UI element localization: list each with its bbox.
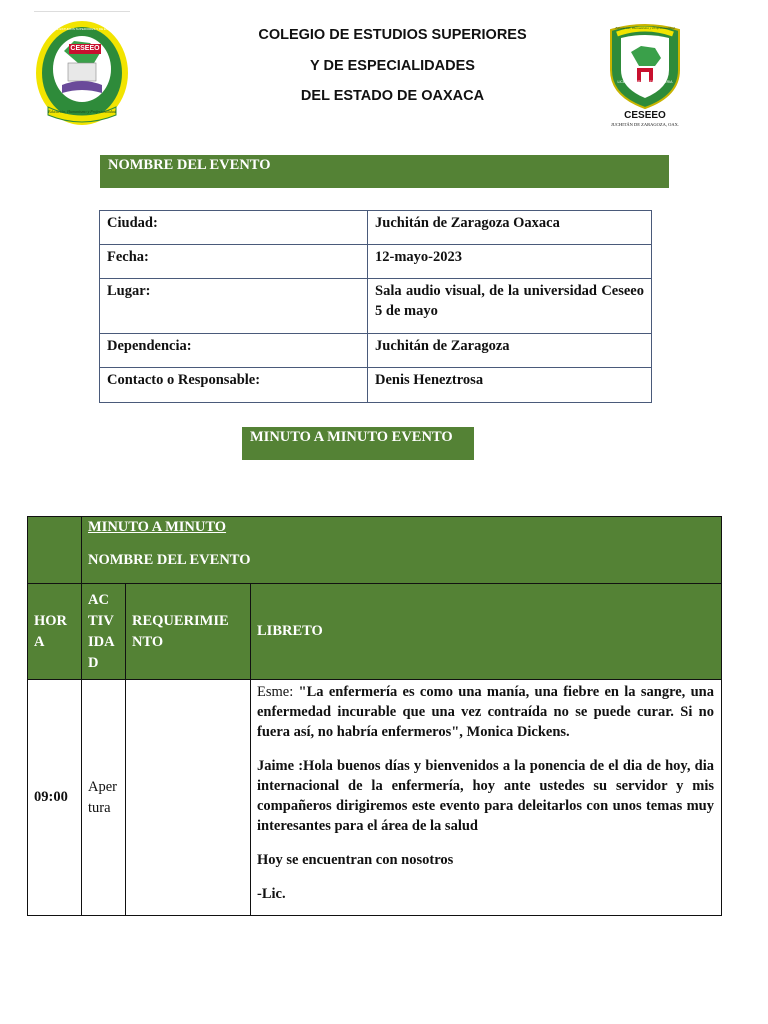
info-value: Denis Heneztrosa (368, 368, 652, 403)
info-row-ciudad (100, 211, 652, 245)
info-row-lugar (100, 279, 652, 334)
column-header-actividad: AC TIV IDA D (82, 584, 126, 680)
row-requerimiento (126, 680, 251, 916)
schedule-title-row (28, 517, 722, 584)
right-logo-ring-text: LICENCIATURA EN ENFERMERIA (617, 80, 673, 84)
info-label: Dependencia: (100, 334, 368, 368)
info-value: Sala audio visual, de la universidad Ceseeo 5 de mayo (368, 279, 652, 334)
libreto-speaker: Esme: (257, 684, 299, 700)
row-actividad: Aper tura (82, 680, 126, 916)
row-libreto (251, 680, 722, 916)
info-label: Lugar: (100, 279, 368, 334)
right-logo-name: CESEEO (624, 110, 666, 121)
school-name-line-2: Y DE ESPECIALIDADES (310, 58, 475, 74)
info-value: Juchitán de Zaragoza (368, 334, 652, 368)
info-row-contacto (100, 368, 652, 403)
column-header-requerimiento: REQUERIMIE NTO (126, 584, 251, 680)
libreto-paragraph: Jaime :Hola buenos días y bienvenidos a la ponencia de el dia de hoy, dia internacional de la enfermería, hoy ante ustedes su servidor y mis compañeros dirigiremos este evento para deleitarlos con unos temas muy interesantes para el área de la salud (257, 758, 714, 834)
info-label: Ciudad: (100, 211, 368, 245)
schedule-header-row (28, 584, 722, 680)
info-label: Contacto o Responsable: (100, 368, 368, 403)
schedule-title: MINUTO A MINUTO (88, 519, 227, 535)
school-name-line-3: DEL ESTADO DE OAXACA (300, 88, 485, 104)
schedule-table (27, 516, 722, 916)
right-logo-motto: Educación, Humanismo y Profesionalidad (615, 26, 675, 30)
libreto-paragraph (257, 682, 714, 742)
row-hora: 09:00 (28, 680, 82, 916)
ceseeo-right-logo (603, 24, 687, 130)
event-info-table (99, 210, 652, 403)
libreto-quote: "La enfermería es como una manía, una fiebre en la sangre, una enfermedad incurable que una vez contraída no se puede curar. Si no fuera así, no habría enfermeros", Monica Dickens. (257, 684, 714, 740)
event-name-bar: NOMBRE DEL EVENTO (100, 155, 669, 188)
column-header-hora: HOR A (28, 584, 82, 680)
info-value: Juchitán de Zaragoza Oaxaca (368, 211, 652, 245)
left-logo-badge: CESEEO (70, 45, 100, 52)
schedule-row (28, 680, 722, 916)
minute-by-minute-bar: MINUTO A MINUTO EVENTO (242, 427, 474, 460)
left-logo-ring-text: COLEGIO DE ESTUDIOS SUPERIORES Y DE ESPECIALIDADES DEL ESTADO DE OAXACA (40, 27, 168, 31)
school-name-line-1: COLEGIO DE ESTUDIOS SUPERIORES (258, 27, 527, 43)
left-logo-motto: Educación, Humanismo y Profesionalidad (48, 109, 116, 114)
libreto-paragraph: Hoy se encuentran con nosotros (257, 852, 454, 868)
schedule-title-cell (82, 517, 722, 584)
schedule-title-empty-cell (28, 517, 82, 584)
info-label: Fecha: (100, 245, 368, 279)
ceseeo-left-logo (34, 11, 168, 127)
column-header-libreto: LIBRETO (251, 584, 722, 680)
info-row-dependencia (100, 334, 652, 368)
schedule-subtitle: NOMBRE DEL EVENTO (88, 552, 251, 568)
right-logo-location: JUCHITÁN DE ZARAGOZA, OAX. (610, 122, 680, 127)
info-row-fecha (100, 245, 652, 279)
info-value: 12-mayo-2023 (368, 245, 652, 279)
libreto-paragraph: -Lic. (257, 886, 286, 902)
